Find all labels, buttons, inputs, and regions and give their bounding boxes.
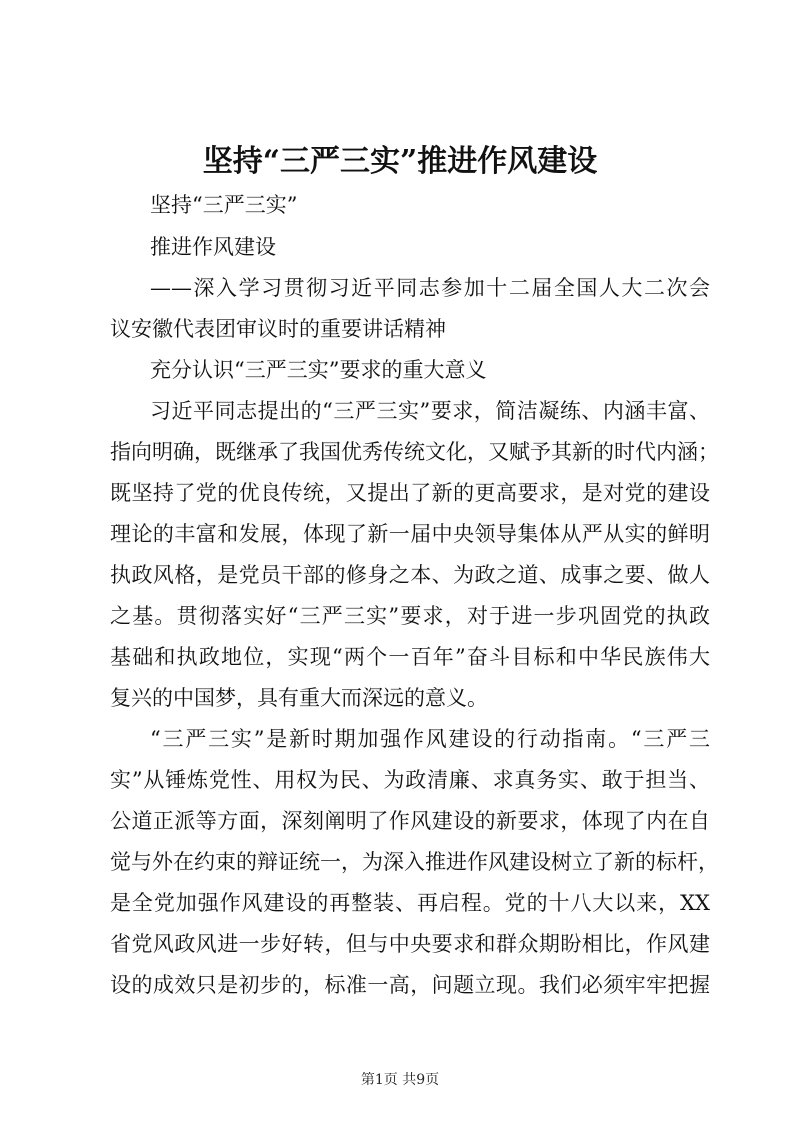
subtitle-line-3: ——深入学习贯彻习近平同志参加十二届全国人大二次会: [150, 276, 710, 300]
paragraph-1-line-5: 执政风格，是党员干部的修身之本、为政之道、成事之要、做人: [110, 563, 710, 587]
paragraph-2-line-3: 公道正派等方面，深刻阐明了作风建设的新要求，体现了内在自: [110, 809, 710, 833]
section-heading: 充分认识“三严三实”要求的重大意义: [150, 358, 487, 382]
paragraph-2-line-6: 省党风政风进一步好转，但与中央要求和群众期盼相比，作风建: [110, 932, 710, 956]
paragraph-1-line-7: 基础和执政地位，实现“两个一百年”奋斗目标和中华民族伟大: [110, 645, 710, 669]
paragraph-1-line-6: 之基。贯彻落实好“三严三实”要求，对于进一步巩固党的执政: [110, 604, 710, 628]
document-title: 坚持“三严三实”推进作风建设: [202, 144, 598, 179]
paragraph-1-line-1: 习近平同志提出的“三严三实”要求，简洁凝练、内涵丰富、: [150, 399, 710, 423]
paragraph-2-line-7: 设的成效只是初步的，标准一高，问题立现。我们必须牢牢把握: [110, 973, 710, 997]
paragraph-1-line-8: 复兴的中国梦，具有重大而深远的意义。: [110, 686, 488, 710]
paragraph-2-line-5: 是全党加强作风建设的再整装、再启程。党的十八大以来，XX: [110, 891, 710, 915]
page-footer: 第1页 共9页: [360, 1072, 440, 1088]
subtitle-line-1: 坚持“三严三实”: [150, 193, 298, 217]
paragraph-1-line-2: 指向明确，既继承了我国优秀传统文化，又赋予其新的时代内涵；: [110, 440, 719, 464]
subtitle-line-2: 推进作风建设: [150, 235, 276, 259]
subtitle-line-4: 议安徽代表团审议时的重要讲话精神: [110, 317, 446, 341]
paragraph-1-line-3: 既坚持了党的优良传统，又提出了新的更高要求，是对党的建设: [110, 481, 710, 505]
paragraph-2-line-1: “三严三实”是新时期加强作风建设的行动指南。“三严三: [150, 727, 710, 751]
paragraph-2-line-4: 觉与外在约束的辩证统一，为深入推进作风建设树立了新的标杆，: [110, 850, 719, 874]
paragraph-2-line-2: 实”从锤炼党性、用权为民、为政清廉、求真务实、敢于担当、: [110, 768, 710, 792]
paragraph-1-line-4: 理论的丰富和发展，体现了新一届中央领导集体从严从实的鲜明: [110, 522, 710, 546]
